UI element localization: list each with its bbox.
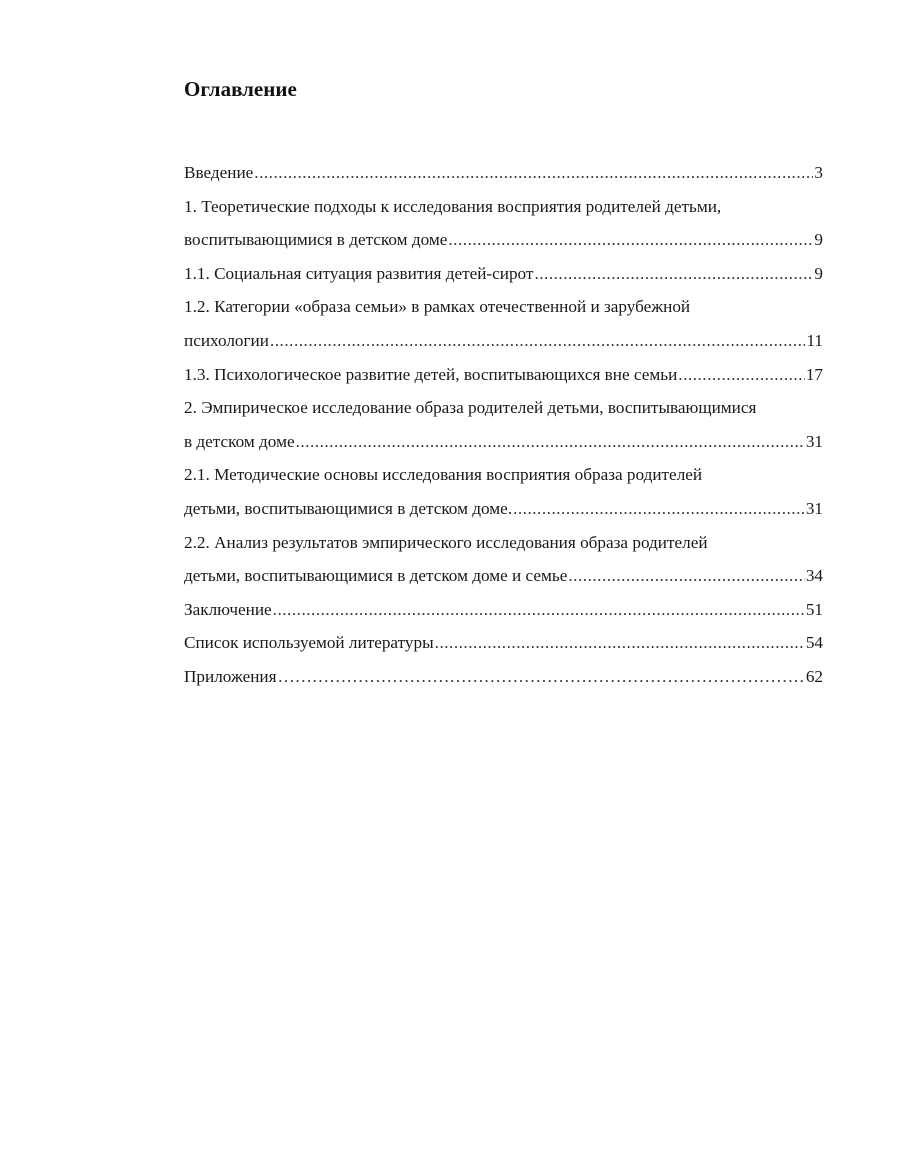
toc-page-number: 11 — [806, 330, 823, 350]
toc-entry-section-1-3[interactable] — [184, 362, 823, 396]
toc-page-number: 3 — [814, 163, 823, 182]
dot-leader — [534, 261, 813, 287]
toc-entry-references[interactable] — [184, 630, 823, 664]
toc-entry-section-2-1-cont[interactable] — [184, 496, 823, 530]
toc-entry-text: детьми, воспитывающимися в детском доме. — [184, 498, 513, 518]
toc-page-number: 9 — [814, 263, 823, 283]
toc-entry-text: 1. Теоретические подходы к исследования восприятия родителей детьми, — [184, 196, 722, 216]
dot-leader — [435, 630, 805, 656]
toc-entry-text: воспитывающимися в детском доме — [184, 230, 448, 250]
toc-entry-text: 1.1. Социальная ситуация развития детей-сирот — [184, 263, 534, 283]
table-of-contents — [184, 160, 823, 698]
toc-entry-text: 2. Эмпирическое исследование образа родителей детьми, воспитывающимися — [184, 398, 757, 418]
toc-page-number: 51 — [805, 599, 823, 619]
toc-entry-text: Заключение — [184, 599, 272, 619]
dot-leader — [273, 597, 805, 623]
toc-page-number: 54 — [805, 633, 823, 653]
toc-entry-text: Список используемой литературы — [184, 633, 434, 653]
toc-entry-text: 1.3. Психологическое развитие детей, воспитывающихся вне семьи — [184, 364, 678, 384]
toc-entry-section-2-2[interactable] — [184, 530, 823, 564]
toc-entry-section-1-1[interactable] — [184, 261, 823, 295]
dot-leader — [296, 429, 805, 455]
dot-leader — [270, 328, 805, 354]
toc-entry-text: 2.2. Анализ результатов эмпирического исследования образа родителей — [184, 532, 708, 552]
toc-entry-chapter-2-cont[interactable] — [184, 429, 823, 463]
dot-leader — [568, 563, 804, 589]
dot-leader — [278, 664, 805, 690]
toc-entry-introduction[interactable] — [184, 160, 823, 194]
toc-entry-text: детьми, воспитывающимися в детском доме и семье — [184, 566, 568, 586]
toc-entry-conclusion[interactable] — [184, 597, 823, 631]
toc-page-number: 17 — [805, 364, 823, 384]
toc-page-number: 62 — [805, 666, 823, 686]
toc-entry-section-1-2[interactable] — [184, 294, 823, 328]
dot-leader — [678, 362, 805, 388]
toc-entry-text: 2.1. Методические основы исследования восприятия образа родителей — [184, 465, 703, 485]
toc-entry-text: психологии — [184, 330, 269, 350]
toc-entry-text: 1.2. Категории «образа семьи» в рамках отечественной и зарубежной — [184, 297, 691, 317]
toc-title: Оглавление — [184, 77, 297, 101]
toc-page-number: 34 — [805, 566, 823, 586]
toc-entry-chapter-2[interactable] — [184, 395, 823, 429]
toc-entry-section-2-2-cont[interactable] — [184, 563, 823, 597]
toc-page-number: 9 — [814, 230, 823, 250]
toc-entry-chapter-1-cont[interactable] — [184, 227, 823, 261]
toc-entry-text: в детском доме — [184, 431, 295, 451]
toc-page-number: 31 — [805, 498, 823, 518]
toc-entry-appendices[interactable] — [184, 664, 823, 698]
toc-page-number: 31 — [805, 431, 823, 451]
dot-leader — [513, 496, 805, 522]
dot-leader — [448, 227, 813, 253]
toc-entry-text: Приложения — [184, 666, 277, 686]
toc-entry-section-2-1[interactable] — [184, 462, 823, 496]
toc-entry-text: Введение — [184, 163, 254, 182]
dot-leader — [254, 160, 813, 186]
toc-entry-section-1-2-cont[interactable] — [184, 328, 823, 362]
toc-entry-chapter-1[interactable] — [184, 194, 823, 228]
